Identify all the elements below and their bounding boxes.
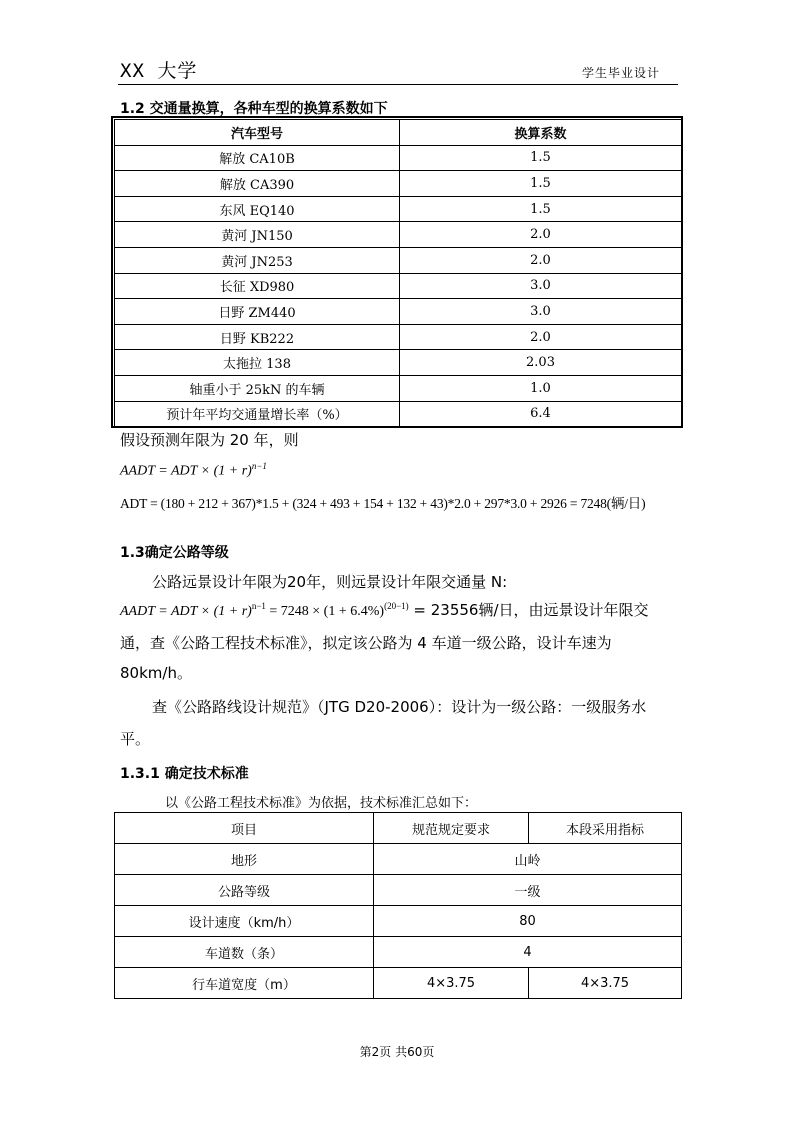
item-label: 设计速度（km/h） — [115, 906, 374, 937]
item-label: 行车道宽度（m） — [115, 968, 374, 999]
formula-aadt-exponent: n−1 — [251, 461, 267, 471]
vehicle-model: 太拖拉 138 — [115, 350, 400, 376]
table-row — [115, 937, 682, 968]
header-rule — [118, 84, 678, 85]
table-header-row — [115, 120, 682, 146]
vehicle-model: 日野 KB222 — [115, 324, 400, 350]
paragraph-standard-lookup: 通，查《公路工程技术标准》，拟定该公路为 4 车道一级公路，设计车速为 — [120, 634, 612, 652]
page-footer: 第2页 共60页 — [359, 1045, 435, 1059]
header-spec-requirement: 规范规定要求 — [374, 813, 529, 844]
vehicle-model: 轴重小于 25kN 的车辆 — [115, 375, 400, 401]
item-label: 车道数（条） — [115, 937, 374, 968]
vehicle-model: 长征 XD980 — [115, 273, 400, 299]
formula-aadt-tail: = 23556辆/日，由远景设计年限交 — [408, 601, 649, 619]
formula-aadt-exp: n−1 — [251, 601, 266, 611]
assumption-text: 假设预测年限为 20 年，则 — [120, 431, 299, 449]
coefficient: 1.0 — [400, 375, 682, 401]
coefficient: 2.03 — [400, 350, 682, 376]
vehicle-model: 解放 CA10B — [115, 145, 400, 171]
formula-growth-exp: (20−1) — [384, 601, 409, 611]
coefficient: 2.0 — [400, 247, 682, 273]
item-spec-value: 4×3.75 — [374, 968, 529, 999]
coefficient: 1.5 — [400, 196, 682, 222]
header-coefficient: 换算系数 — [400, 120, 682, 146]
table-row — [115, 196, 682, 222]
formula-aadt — [120, 461, 267, 480]
coefficient: 6.4 — [400, 401, 682, 427]
header-doc-type: 学生毕业设计 — [582, 66, 661, 80]
formula-aadt-lhs: AADT = ADT × (1 + r) — [120, 604, 252, 619]
table-row — [115, 145, 682, 171]
item-value: 山岭 — [374, 844, 682, 875]
coefficient: 3.0 — [400, 299, 682, 325]
coefficient: 2.0 — [400, 324, 682, 350]
paragraph-table-intro: 以《公路工程技术标准》为依据，技术标准汇总如下： — [165, 796, 478, 811]
section-1-2-title: 1.2 交通量换算，各种车型的换算系数如下 — [120, 101, 388, 117]
header-item: 项目 — [115, 813, 374, 844]
table-row — [115, 273, 682, 299]
paragraph-speed: 80km/h。 — [120, 664, 192, 682]
table-row — [115, 222, 682, 248]
item-label: 地形 — [115, 844, 374, 875]
conversion-coefficient-table — [114, 119, 682, 427]
vehicle-model: 日野 ZM440 — [115, 299, 400, 325]
vehicle-model: 黄河 JN253 — [115, 247, 400, 273]
header-university: XX 大学 — [120, 60, 198, 82]
vehicle-model: 东风 EQ140 — [115, 196, 400, 222]
item-value: 80 — [374, 906, 682, 937]
vehicle-model: 预计年平均交通量增长率（%） — [115, 401, 400, 427]
coefficient: 1.5 — [400, 145, 682, 171]
formula-adt: ADT = (180 + 212 + 367)*1.5 + (324 + 493 + 154 + 132 + 43)*2.0 + 297*3.0 + 2926 = 7248(辆/日) — [120, 496, 646, 511]
coefficient: 3.0 — [400, 273, 682, 299]
table-row — [115, 401, 682, 427]
table-row — [115, 324, 682, 350]
coefficient: 1.5 — [400, 171, 682, 197]
section-1-3-1-title: 1.3.1 确定技术标准 — [120, 766, 249, 782]
table-row — [115, 844, 682, 875]
paragraph-design-period: 公路远景设计年限为20年，则远景设计年限交通量 N: — [152, 573, 508, 591]
formula-aadt-base: AADT = ADT × (1 + r) — [120, 463, 252, 479]
formula-aadt-mid: = 7248 × (1 + 6.4%) — [265, 604, 385, 619]
table-header-row — [115, 813, 682, 844]
paragraph-service-level: 平。 — [120, 730, 151, 748]
item-adopted-value: 4×3.75 — [529, 968, 682, 999]
technical-standard-table — [114, 812, 682, 999]
section-1-3-title: 1.3确定公路等级 — [120, 545, 229, 561]
table-row — [115, 968, 682, 999]
vehicle-model: 黄河 JN150 — [115, 222, 400, 248]
table-row — [115, 875, 682, 906]
item-value: 一级 — [374, 875, 682, 906]
table-row — [115, 350, 682, 376]
table-row — [115, 247, 682, 273]
table-row — [115, 906, 682, 937]
formula-aadt-result — [120, 599, 649, 620]
item-label: 公路等级 — [115, 875, 374, 906]
header-adopted-value: 本段采用指标 — [529, 813, 682, 844]
table-row — [115, 375, 682, 401]
coefficient: 2.0 — [400, 222, 682, 248]
table-row — [115, 171, 682, 197]
header-vehicle-model: 汽车型号 — [115, 120, 400, 146]
item-value: 4 — [374, 937, 682, 968]
table-row — [115, 299, 682, 325]
vehicle-model: 解放 CA390 — [115, 171, 400, 197]
paragraph-spec-lookup: 查《公路路线设计规范》（JTG D20-2006）：设计为一级公路：一级服务水 — [152, 698, 647, 716]
